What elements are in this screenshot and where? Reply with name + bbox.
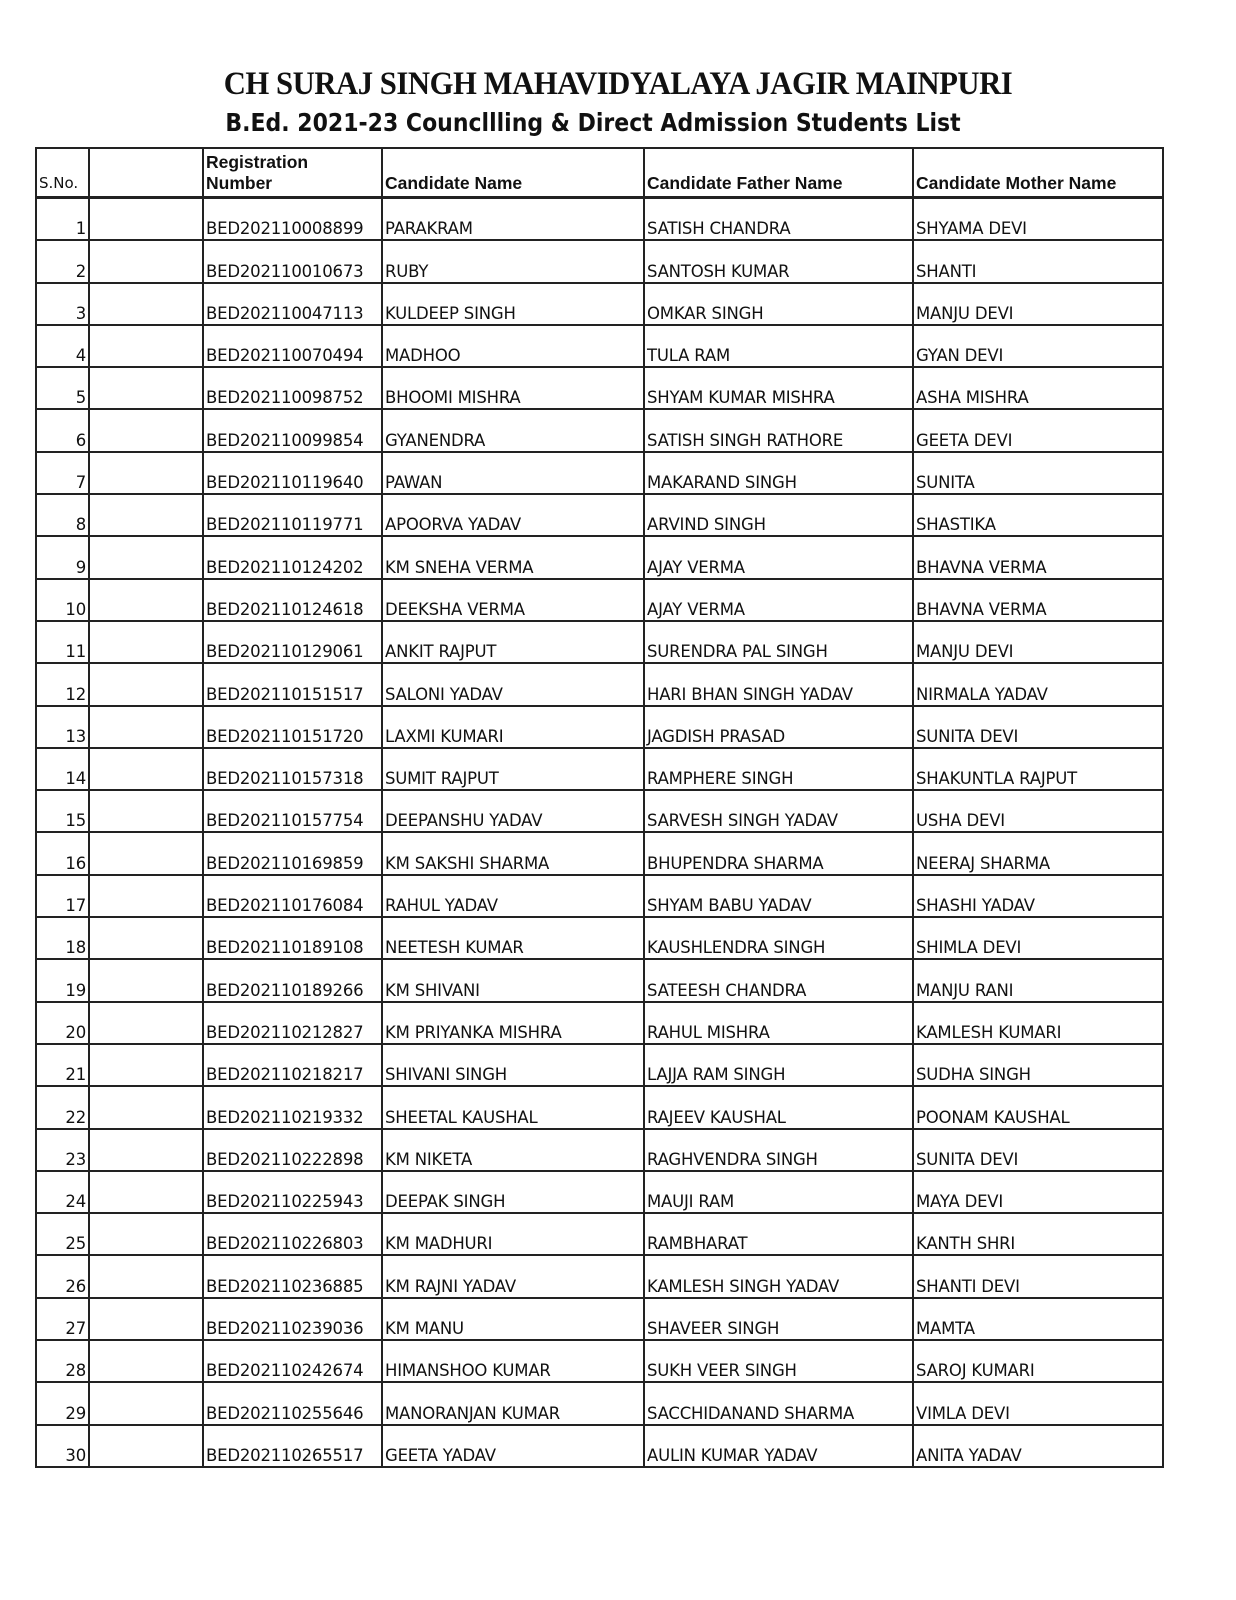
cell-candidate-name: ANKIT RAJPUT: [382, 621, 644, 663]
cell-mother-name: KAMLESH KUMARI: [913, 1002, 1163, 1044]
cell-blank: [89, 325, 203, 367]
table-row: [36, 1425, 1163, 1467]
cell-blank: [89, 1382, 203, 1424]
table-row: [36, 1298, 1163, 1340]
table-row: [36, 1129, 1163, 1171]
cell-registration-number: BED202110098752: [203, 367, 382, 409]
cell-blank: [89, 748, 203, 790]
cell-blank: [89, 1086, 203, 1128]
cell-mother-name: ASHA MISHRA: [913, 367, 1163, 409]
table-row: [36, 917, 1163, 959]
cell-sno: 5: [36, 367, 89, 409]
table-row: [36, 240, 1163, 282]
cell-father-name: KAUSHLENDRA SINGH: [644, 917, 913, 959]
cell-candidate-name: HIMANSHOO KUMAR: [382, 1340, 644, 1382]
cell-registration-number: BED202110124202: [203, 536, 382, 578]
cell-candidate-name: DEEKSHA VERMA: [382, 579, 644, 621]
cell-candidate-name: MANORANJAN KUMAR: [382, 1382, 644, 1424]
cell-mother-name: NIRMALA YADAV: [913, 663, 1163, 705]
cell-blank: [89, 663, 203, 705]
cell-father-name: RAMPHERE SINGH: [644, 748, 913, 790]
cell-blank: [89, 494, 203, 536]
cell-registration-number: BED202110119771: [203, 494, 382, 536]
header-registration-line2: Number: [206, 173, 273, 193]
cell-candidate-name: KM SAKSHI SHARMA: [382, 832, 644, 874]
table-body: [36, 198, 1163, 1467]
cell-blank: [89, 536, 203, 578]
cell-registration-number: BED202110129061: [203, 621, 382, 663]
cell-father-name: SUKH VEER SINGH: [644, 1340, 913, 1382]
cell-father-name: AJAY VERMA: [644, 536, 913, 578]
cell-sno: 18: [36, 917, 89, 959]
cell-blank: [89, 959, 203, 1001]
cell-sno: 15: [36, 790, 89, 832]
cell-blank: [89, 875, 203, 917]
cell-registration-number: BED202110169859: [203, 832, 382, 874]
cell-father-name: HARI BHAN SINGH YADAV: [644, 663, 913, 705]
cell-blank: [89, 198, 203, 241]
cell-sno: 26: [36, 1255, 89, 1297]
cell-mother-name: ANITA YADAV: [913, 1425, 1163, 1467]
table-row: [36, 1213, 1163, 1255]
cell-sno: 25: [36, 1213, 89, 1255]
cell-blank: [89, 452, 203, 494]
table-row: [36, 1044, 1163, 1086]
table-row: [36, 790, 1163, 832]
students-table: [35, 147, 1164, 1468]
cell-father-name: SURENDRA PAL SINGH: [644, 621, 913, 663]
cell-registration-number: BED202110189108: [203, 917, 382, 959]
cell-registration-number: BED202110119640: [203, 452, 382, 494]
cell-sno: 21: [36, 1044, 89, 1086]
cell-candidate-name: NEETESH KUMAR: [382, 917, 644, 959]
cell-sno: 11: [36, 621, 89, 663]
cell-blank: [89, 240, 203, 282]
cell-registration-number: BED202110157754: [203, 790, 382, 832]
cell-mother-name: SUNITA: [913, 452, 1163, 494]
cell-father-name: KAMLESH SINGH YADAV: [644, 1255, 913, 1297]
cell-sno: 20: [36, 1002, 89, 1044]
table-row: [36, 325, 1163, 367]
cell-father-name: BHUPENDRA SHARMA: [644, 832, 913, 874]
cell-blank: [89, 832, 203, 874]
table-row: [36, 409, 1163, 451]
cell-father-name: JAGDISH PRASAD: [644, 706, 913, 748]
cell-sno: 30: [36, 1425, 89, 1467]
cell-father-name: SARVESH SINGH YADAV: [644, 790, 913, 832]
cell-candidate-name: SHIVANI SINGH: [382, 1044, 644, 1086]
cell-mother-name: SUNITA DEVI: [913, 706, 1163, 748]
cell-sno: 12: [36, 663, 89, 705]
cell-sno: 27: [36, 1298, 89, 1340]
header-father-name: Candidate Father Name: [644, 148, 913, 198]
header-candidate-name: Candidate Name: [382, 148, 644, 198]
list-subtitle: B.Ed. 2021-23 Councllling & Direct Admission Students List: [225, 108, 961, 137]
cell-registration-number: BED202110225943: [203, 1171, 382, 1213]
table-row: [36, 536, 1163, 578]
cell-father-name: RAMBHARAT: [644, 1213, 913, 1255]
cell-mother-name: GEETA DEVI: [913, 409, 1163, 451]
cell-registration-number: BED202110236885: [203, 1255, 382, 1297]
cell-candidate-name: DEEPAK SINGH: [382, 1171, 644, 1213]
cell-sno: 4: [36, 325, 89, 367]
cell-sno: 29: [36, 1382, 89, 1424]
cell-mother-name: BHAVNA VERMA: [913, 536, 1163, 578]
cell-mother-name: BHAVNA VERMA: [913, 579, 1163, 621]
cell-blank: [89, 706, 203, 748]
table-row: [36, 832, 1163, 874]
cell-mother-name: SHASTIKA: [913, 494, 1163, 536]
cell-mother-name: SHAKUNTLA RAJPUT: [913, 748, 1163, 790]
cell-blank: [89, 283, 203, 325]
cell-registration-number: BED202110124618: [203, 579, 382, 621]
cell-mother-name: NEERAJ SHARMA: [913, 832, 1163, 874]
cell-mother-name: SUDHA SINGH: [913, 1044, 1163, 1086]
table-row: [36, 494, 1163, 536]
cell-candidate-name: KM MANU: [382, 1298, 644, 1340]
cell-father-name: ARVIND SINGH: [644, 494, 913, 536]
cell-registration-number: BED202110151517: [203, 663, 382, 705]
cell-candidate-name: GYANENDRA: [382, 409, 644, 451]
cell-mother-name: KANTH SHRI: [913, 1213, 1163, 1255]
cell-candidate-name: GEETA YADAV: [382, 1425, 644, 1467]
cell-father-name: AULIN KUMAR YADAV: [644, 1425, 913, 1467]
cell-sno: 3: [36, 283, 89, 325]
cell-registration-number: BED202110189266: [203, 959, 382, 1001]
cell-mother-name: SHANTI DEVI: [913, 1255, 1163, 1297]
header-registration: [203, 148, 382, 198]
table-row: [36, 367, 1163, 409]
table-row: [36, 748, 1163, 790]
cell-sno: 8: [36, 494, 89, 536]
cell-father-name: RAJEEV KAUSHAL: [644, 1086, 913, 1128]
table-row: [36, 452, 1163, 494]
cell-blank: [89, 367, 203, 409]
cell-candidate-name: LAXMI KUMARI: [382, 706, 644, 748]
cell-mother-name: SHANTI: [913, 240, 1163, 282]
cell-registration-number: BED202110157318: [203, 748, 382, 790]
cell-candidate-name: SALONI YADAV: [382, 663, 644, 705]
cell-registration-number: BED202110151720: [203, 706, 382, 748]
cell-registration-number: BED202110255646: [203, 1382, 382, 1424]
cell-candidate-name: DEEPANSHU YADAV: [382, 790, 644, 832]
table-row: [36, 875, 1163, 917]
cell-father-name: RAGHVENDRA SINGH: [644, 1129, 913, 1171]
cell-registration-number: BED202110008899: [203, 198, 382, 241]
table-row: [36, 283, 1163, 325]
cell-blank: [89, 1002, 203, 1044]
cell-candidate-name: KM SNEHA VERMA: [382, 536, 644, 578]
cell-candidate-name: SUMIT RAJPUT: [382, 748, 644, 790]
cell-mother-name: VIMLA DEVI: [913, 1382, 1163, 1424]
cell-registration-number: BED202110222898: [203, 1129, 382, 1171]
cell-registration-number: BED202110212827: [203, 1002, 382, 1044]
cell-mother-name: POONAM KAUSHAL: [913, 1086, 1163, 1128]
cell-candidate-name: APOORVA YADAV: [382, 494, 644, 536]
cell-blank: [89, 1213, 203, 1255]
cell-candidate-name: PAWAN: [382, 452, 644, 494]
table-row: [36, 1171, 1163, 1213]
table-row: [36, 621, 1163, 663]
cell-mother-name: MANJU RANI: [913, 959, 1163, 1001]
cell-father-name: MAKARAND SINGH: [644, 452, 913, 494]
header-sno: S.No.: [36, 148, 89, 198]
cell-father-name: AJAY VERMA: [644, 579, 913, 621]
cell-candidate-name: PARAKRAM: [382, 198, 644, 241]
cell-registration-number: BED202110099854: [203, 409, 382, 451]
cell-sno: 17: [36, 875, 89, 917]
cell-sno: 2: [36, 240, 89, 282]
cell-registration-number: BED202110226803: [203, 1213, 382, 1255]
table-row: [36, 1340, 1163, 1382]
cell-blank: [89, 917, 203, 959]
cell-registration-number: BED202110047113: [203, 283, 382, 325]
cell-mother-name: USHA DEVI: [913, 790, 1163, 832]
cell-blank: [89, 1340, 203, 1382]
cell-registration-number: BED202110219332: [203, 1086, 382, 1128]
cell-mother-name: SUNITA DEVI: [913, 1129, 1163, 1171]
cell-father-name: SATISH SINGH RATHORE: [644, 409, 913, 451]
cell-mother-name: MANJU DEVI: [913, 283, 1163, 325]
cell-father-name: SHYAM KUMAR MISHRA: [644, 367, 913, 409]
cell-sno: 22: [36, 1086, 89, 1128]
cell-sno: 9: [36, 536, 89, 578]
cell-father-name: TULA RAM: [644, 325, 913, 367]
cell-candidate-name: KULDEEP SINGH: [382, 283, 644, 325]
cell-mother-name: SHASHI YADAV: [913, 875, 1163, 917]
table-row: [36, 959, 1163, 1001]
table-row: [36, 663, 1163, 705]
cell-candidate-name: SHEETAL KAUSHAL: [382, 1086, 644, 1128]
cell-blank: [89, 1129, 203, 1171]
cell-registration-number: BED202110218217: [203, 1044, 382, 1086]
cell-mother-name: SAROJ KUMARI: [913, 1340, 1163, 1382]
cell-father-name: SACCHIDANAND SHARMA: [644, 1382, 913, 1424]
cell-sno: 24: [36, 1171, 89, 1213]
cell-registration-number: BED202110070494: [203, 325, 382, 367]
cell-blank: [89, 621, 203, 663]
cell-sno: 14: [36, 748, 89, 790]
cell-mother-name: MANJU DEVI: [913, 621, 1163, 663]
cell-blank: [89, 1255, 203, 1297]
table-row: [36, 579, 1163, 621]
cell-registration-number: BED202110176084: [203, 875, 382, 917]
cell-candidate-name: KM MADHURI: [382, 1213, 644, 1255]
cell-registration-number: BED202110242674: [203, 1340, 382, 1382]
cell-registration-number: BED202110010673: [203, 240, 382, 282]
cell-sno: 23: [36, 1129, 89, 1171]
cell-father-name: SHAVEER SINGH: [644, 1298, 913, 1340]
cell-registration-number: BED202110239036: [203, 1298, 382, 1340]
cell-father-name: OMKAR SINGH: [644, 283, 913, 325]
table-row: [36, 706, 1163, 748]
cell-father-name: LAJJA RAM SINGH: [644, 1044, 913, 1086]
institution-title: CH SURAJ SINGH MAHAVIDYALAYA JAGIR MAINPURI: [223, 66, 1013, 102]
cell-father-name: MAUJI RAM: [644, 1171, 913, 1213]
table-header-row: [36, 148, 1163, 198]
cell-mother-name: MAMTA: [913, 1298, 1163, 1340]
cell-candidate-name: KM PRIYANKA MISHRA: [382, 1002, 644, 1044]
table-row: [36, 1382, 1163, 1424]
cell-registration-number: BED202110265517: [203, 1425, 382, 1467]
cell-candidate-name: KM RAJNI YADAV: [382, 1255, 644, 1297]
table-row: [36, 198, 1163, 241]
cell-candidate-name: KM NIKETA: [382, 1129, 644, 1171]
cell-mother-name: SHIMLA DEVI: [913, 917, 1163, 959]
cell-blank: [89, 1171, 203, 1213]
cell-blank: [89, 1298, 203, 1340]
cell-mother-name: SHYAMA DEVI: [913, 198, 1163, 241]
cell-blank: [89, 1425, 203, 1467]
table-row: [36, 1255, 1163, 1297]
cell-sno: 16: [36, 832, 89, 874]
cell-sno: 19: [36, 959, 89, 1001]
table-row: [36, 1086, 1163, 1128]
cell-sno: 28: [36, 1340, 89, 1382]
cell-mother-name: GYAN DEVI: [913, 325, 1163, 367]
cell-father-name: SATEESH CHANDRA: [644, 959, 913, 1001]
cell-father-name: SHYAM BABU YADAV: [644, 875, 913, 917]
cell-sno: 7: [36, 452, 89, 494]
cell-blank: [89, 790, 203, 832]
cell-blank: [89, 409, 203, 451]
cell-blank: [89, 579, 203, 621]
cell-blank: [89, 1044, 203, 1086]
header-mother-name: Candidate Mother Name: [913, 148, 1163, 198]
cell-mother-name: MAYA DEVI: [913, 1171, 1163, 1213]
cell-father-name: SATISH CHANDRA: [644, 198, 913, 241]
cell-candidate-name: KM SHIVANI: [382, 959, 644, 1001]
cell-candidate-name: MADHOO: [382, 325, 644, 367]
cell-candidate-name: RAHUL YADAV: [382, 875, 644, 917]
cell-candidate-name: RUBY: [382, 240, 644, 282]
cell-candidate-name: BHOOMI MISHRA: [382, 367, 644, 409]
header-blank: [89, 148, 203, 198]
cell-father-name: SANTOSH KUMAR: [644, 240, 913, 282]
cell-sno: 13: [36, 706, 89, 748]
cell-sno: 1: [36, 198, 89, 241]
header-registration-line1: Registration: [206, 152, 309, 172]
table-row: [36, 1002, 1163, 1044]
cell-sno: 10: [36, 579, 89, 621]
cell-father-name: RAHUL MISHRA: [644, 1002, 913, 1044]
cell-sno: 6: [36, 409, 89, 451]
